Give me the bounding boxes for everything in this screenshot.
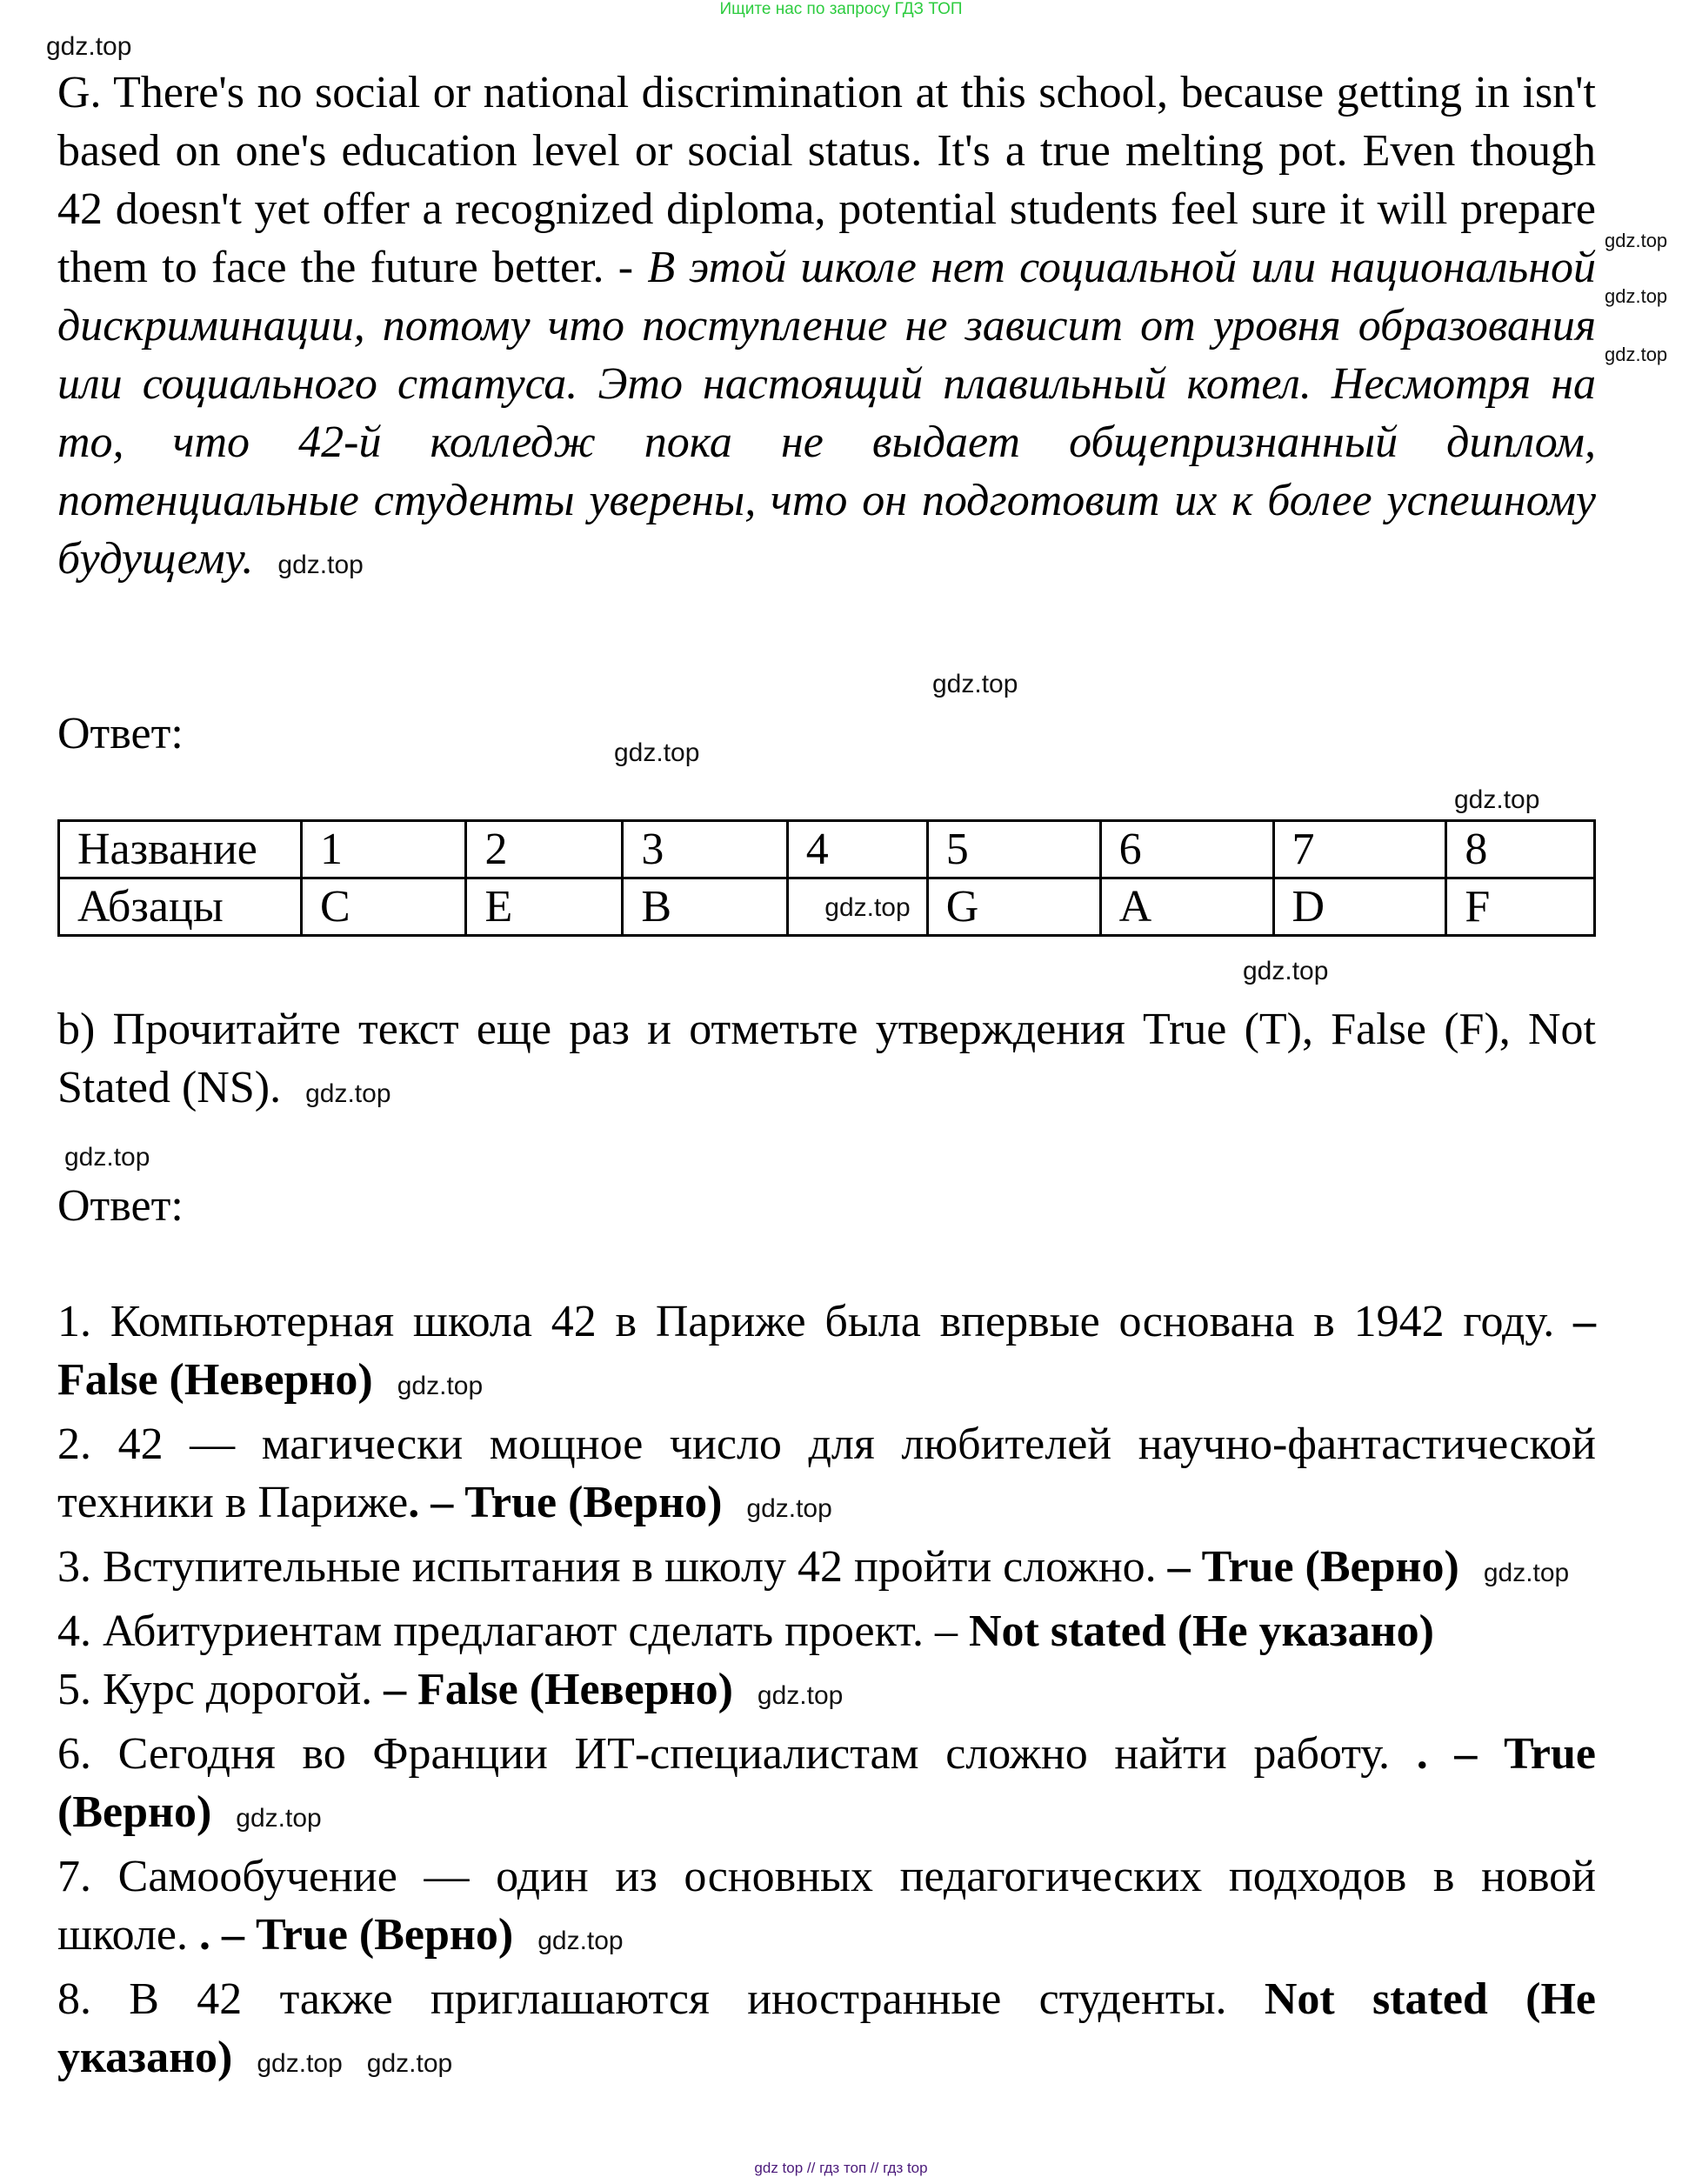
task-b-text: b) Прочитайте текст еще раз и отметьте утверждения True (T), False (F), Not Stated (NS). xyxy=(57,1005,1596,1112)
table-cell: G xyxy=(927,878,1100,936)
list-item xyxy=(57,1602,1596,1660)
watermark: gdz.top xyxy=(1605,285,1668,307)
watermark: gdz.top xyxy=(757,1681,844,1710)
table-row xyxy=(59,821,1595,878)
table-cell xyxy=(787,878,927,936)
table-cell: 5 xyxy=(927,821,1100,878)
table-cell: 1 xyxy=(302,821,466,878)
watermark: gdz.top xyxy=(1483,1559,1570,1587)
table-cell: Абзацы xyxy=(59,878,302,936)
list-item xyxy=(57,1847,1596,1970)
watermark: gdz.top xyxy=(1243,957,1329,985)
table-cell: C xyxy=(302,878,466,936)
watermark: gdz.top xyxy=(305,1079,391,1108)
table-cell: B xyxy=(623,878,787,936)
table-cell: Название xyxy=(59,821,302,878)
paragraph-g-russian: В этой школе нет социальной или национальной дискриминации, потому что поступление не зависит от уровня образования или социального статуса. Это настоящий плавильный котел. Несмотря на то, что 42-й колледж пока не выдает общепризнанный диплом, потенциальные студенты уверены, что он подготовит их к более успешному будущему. xyxy=(57,243,1596,584)
statement-answer: – False (Неверно) xyxy=(57,1297,1596,1405)
watermark: gdz.top xyxy=(366,2049,453,2078)
watermark: gdz.top xyxy=(1605,344,1668,365)
table-cell: 2 xyxy=(466,821,623,878)
watermark: gdz.top xyxy=(1454,785,1540,814)
watermark: gdz.top xyxy=(1605,230,1668,251)
footer-banner[interactable]: gdz top // гдз топ // гдз top xyxy=(754,2160,928,2176)
table-cell: 4 xyxy=(787,821,927,878)
statements-list xyxy=(57,1292,1596,2093)
statement-text: 5. Курс дорогой. xyxy=(57,1665,384,1714)
answer-label: Ответ: xyxy=(57,1181,184,1231)
statement-answer: . – True (Верно) xyxy=(57,1729,1596,1837)
table-cell: F xyxy=(1446,878,1595,936)
watermark: gdz.top xyxy=(397,1372,484,1400)
list-item xyxy=(57,1660,1596,1725)
table-row xyxy=(59,878,1595,936)
statement-text: 8. В 42 также приглашаются иностранные студенты. xyxy=(57,1974,1265,2024)
watermark: gdz.top xyxy=(746,1494,832,1523)
answer-label: Ответ: xyxy=(57,709,184,758)
watermark: gdz.top xyxy=(537,1927,624,1955)
table-cell: A xyxy=(1100,878,1273,936)
header-banner[interactable]: Ищите нас по запросу ГДЗ ТОП xyxy=(719,0,963,18)
watermark: gdz.top xyxy=(614,738,700,767)
statement-text: 4. Абитуриентам предлагают сделать проект. – xyxy=(57,1606,969,1656)
statement-answer: Not stated (Не указано) xyxy=(57,1974,1596,2082)
list-item xyxy=(57,1415,1596,1538)
list-item xyxy=(57,1292,1596,1415)
watermark: gdz.top xyxy=(236,1804,322,1833)
watermark: gdz.top xyxy=(277,551,364,579)
watermark: gdz.top xyxy=(824,893,911,922)
statement-answer: Not stated (Не указано) xyxy=(969,1606,1434,1656)
table-cell: 7 xyxy=(1273,821,1446,878)
statement-text: 2. 42 — магически мощное число для любителей научно-фантастической техники в Париже xyxy=(57,1419,1596,1527)
table-cell: E xyxy=(466,878,623,936)
task-b xyxy=(57,1000,1596,1123)
list-item xyxy=(57,1725,1596,1847)
table-cell: D xyxy=(1273,878,1446,936)
table-cell: 8 xyxy=(1446,821,1595,878)
paragraph-g-english: G. There's no social or national discrimination at this school, because getting in isn't based on one's education level or social status. It's a true melting pot. Even though 42 doesn't yet offer a recognized diploma, potential students feel sure it will prepare them to face the future better. - xyxy=(57,68,1596,292)
statement-text: 7. Самообучение — один из основных педагогических подходов в новой школе. xyxy=(57,1852,1596,1960)
statement-answer: – True (Верно) xyxy=(1167,1542,1459,1592)
list-item xyxy=(57,1538,1596,1602)
statement-text: 6. Сегодня во Франции ИТ-специалистам сложно найти работу. xyxy=(57,1729,1417,1779)
watermark: gdz.top xyxy=(932,670,1018,698)
paragraph-g xyxy=(57,63,1596,594)
statement-answer: . – True (Верно) xyxy=(408,1478,723,1527)
watermark: gdz.top xyxy=(257,2049,343,2078)
table-cell: 3 xyxy=(623,821,787,878)
watermark: gdz.top xyxy=(64,1143,150,1172)
statement-text: 1. Компьютерная школа 42 в Париже была впервые основана в 1942 году. xyxy=(57,1297,1573,1346)
watermark: gdz.top xyxy=(46,32,132,61)
answer-table xyxy=(57,819,1596,937)
statement-answer: – False (Неверно) xyxy=(384,1665,733,1714)
statement-answer: . – True (Верно) xyxy=(199,1910,514,1960)
statement-text: 3. Вступительные испытания в школу 42 пройти сложно. xyxy=(57,1542,1168,1592)
table-cell: 6 xyxy=(1100,821,1273,878)
list-item xyxy=(57,1970,1596,2093)
